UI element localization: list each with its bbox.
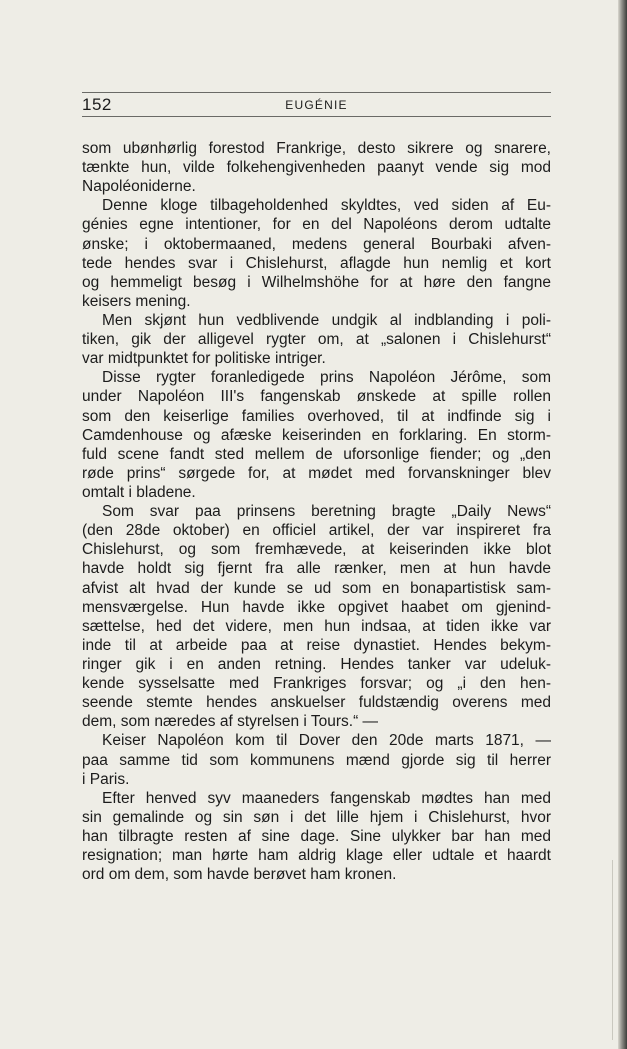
text-line: (den 28de oktober) en officiel artikel, der var inspireret fra [82,522,551,540]
text-line: keisers mening. [82,292,191,310]
text-line: Som svar paa prinsens beretning bragte „Daily News“ [102,503,551,521]
text-line: tænkte hun, vilde folkehengivenheden paanyt vende sig mod [82,159,551,177]
page-number: 152 [82,95,112,114]
paragraph [82,789,551,885]
header-bottom-rule [82,116,551,117]
text-line: Denne kloge tilbageholdenhed skyldtes, ved siden af Eu- [102,197,551,215]
text-line: ord om dem, som havde berøvet ham kronen. [82,866,397,884]
text-line: som den keiserlige families overhoved, til at indfinde sig i [82,407,551,425]
text-line: seende stemte hendes anskuelser fuldstændig overens med [82,694,551,712]
text-line: Efter henved syv maaneders fangenskab mødtes han med [102,789,551,807]
text-line: røde prins“ sørgede for, at mødet med forvanskninger blev [82,464,551,482]
text-line: ringer gik i en anden retning. Hendes tanker var udeluk- [82,655,551,673]
text-line: Napoléoniderne. [82,178,196,196]
text-line: var midtpunktet for politiske intriger. [82,350,326,368]
text-line: inde til at arbeide paa at reise dynastiet. Hendes bekym- [82,636,551,654]
text-line: Disse rygter foranledigede prins Napoléon Jérôme, som [102,369,551,387]
text-line: sin gemalinde og sin søn i det lille hjem i Chislehurst, hvor [82,808,551,826]
text-line: mensværgelse. Hun havde ikke opgivet haabet om gjenind- [82,598,551,616]
paragraph [82,731,551,788]
text-line: Camdenhouse og afæske keiserinden en forklaring. En storm- [82,426,551,444]
body-text [82,139,551,884]
paragraph [82,311,551,368]
text-line: i Paris. [82,770,130,788]
text-line: génies egne intentioner, for en del Napoléons derom udtalte [82,216,551,234]
text-line: under Napoléon III's fangenskab ønskede at spille rollen [82,388,551,406]
header-top-rule [82,92,551,93]
page-edge-shadow [618,0,627,1049]
text-line: som ubønhørlig forestod Frankrige, desto sikrere og snarere, [82,140,551,157]
text-line: omtalt i bladene. [82,483,196,501]
page-crease-line [612,860,613,1040]
text-line: ønske; i oktobermaaned, medens general Bourbaki afven- [82,235,551,253]
text-line: tede hendes svar i Chislehurst, aflagde hun nemlig et kort [82,254,551,272]
paragraph [82,502,551,731]
paragraph [82,368,551,502]
paragraph [82,196,551,311]
text-line: resignation; man hørte ham aldrig klage eller udtale et haardt [82,847,551,865]
text-line: og hemmeligt besøg i Wilhelmshöhe for at høre den fangne [82,273,551,291]
text-line: fuld scene fandt sted mellem de uforsonlige fiender; og „den [82,445,551,463]
paragraph [82,139,551,196]
text-line: havde holdt sig fjernt fra alle rænker, men at hun havde [82,560,551,578]
text-line: Chislehurst, og som fremhævede, at keiserinden ikke blot [82,541,551,559]
text-line: han tilbragte resten af sine dage. Sine ulykker bar han med [82,827,551,845]
text-line: sættelse, hed det videre, men hun indsaa, at tiden ikke var [82,617,551,635]
page-header [82,92,551,120]
text-line: paa samme tid som kommunens mænd gjorde sig til herrer [82,751,551,769]
text-line: Men skjønt hun vedblivende undgik al indblanding i poli- [102,311,551,329]
text-line: dem, som næredes af styrelsen i Tours.“ — [82,713,379,731]
text-line: tiken, gik der alligevel rygter om, at „salonen i Chislehurst“ [82,331,551,349]
text-line: afvist alt hvad der kunde se ud som en bonapartistisk sam- [82,579,551,597]
running-title: EUGÉNIE [285,98,348,112]
text-line: Keiser Napoléon kom til Dover den 20de marts 1871, — [102,732,551,750]
text-line: kende sysselsatte med Frankriges forsvar; og „i den hen- [82,675,551,693]
